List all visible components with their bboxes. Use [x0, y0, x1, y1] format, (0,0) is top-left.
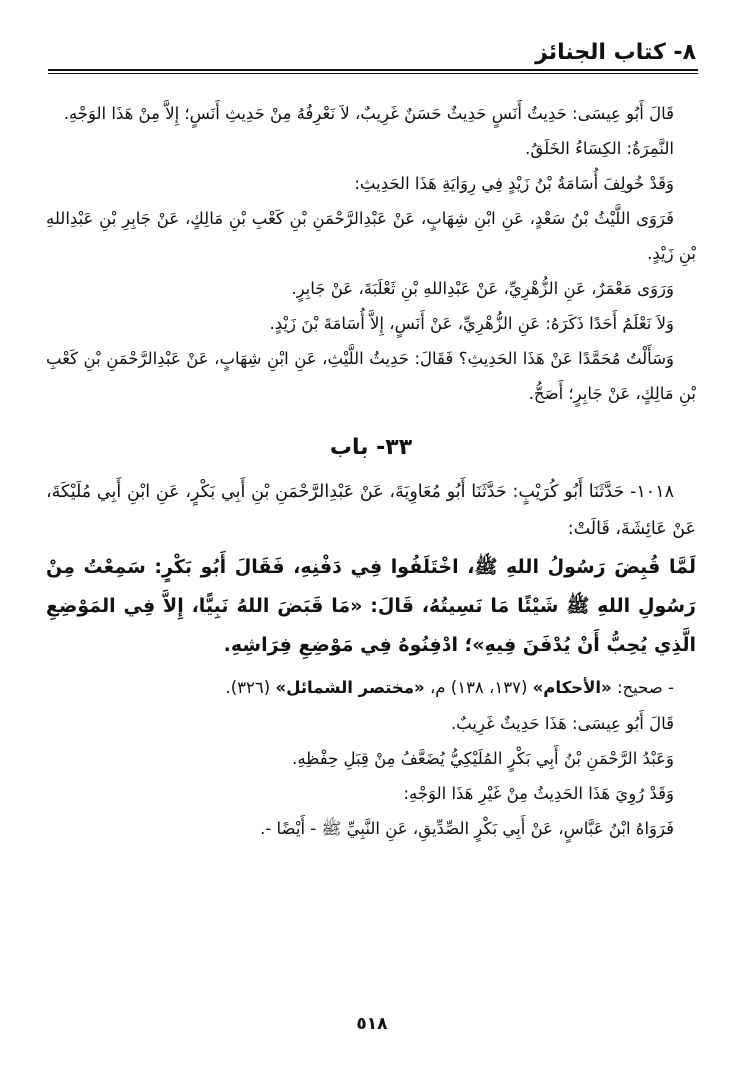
hadith-grading [46, 669, 696, 706]
grading-numbers: (١٣٧، ١٣٨) م، [429, 678, 528, 697]
commentary-paragraph: وَقَدْ رُوِيَ هَذَا الحَدِيثُ مِنْ غَيْرِ هَذَا الوَجْهِ: [403, 784, 674, 803]
commentary-paragraph: وَقَدْ خُولِفَ أُسَامَةُ بْنُ زَيْدٍ فِي رِوَايَةِ هَذَا الحَدِيثِ: [354, 174, 674, 193]
commentary-paragraph: وَلاَ نَعْلَمُ أَحَدًا ذَكَرَهُ: عَنِ الزُّهْرِيِّ، عَنْ أَنَسٍ، إِلاَّ أُسَامَةَ بْنَ زَيْدٍ. [269, 314, 674, 333]
chapter-heading: ٣٣- باب [329, 435, 413, 460]
header-rule-thin [48, 73, 698, 74]
grading-source-1: «الأحكام» [532, 678, 612, 697]
grading-source-2: «مختصر الشمائل» [275, 678, 425, 697]
commentary-paragraph: فَرَوَى اللَّيْثُ بْنُ سَعْدٍ، عَنِ ابْنِ شِهَابٍ، عَنْ عَبْدِالرَّحْمَنِ بْنِ كَعْبِ بْنِ مَالِكٍ، عَنْ جَابِرِ بْنِ عَبْدِاللهِ بْنِ زَيْدٍ. [46, 209, 696, 263]
commentary-paragraph: قَالَ أَبُو عِيسَى: هَذَا حَدِيثٌ غَرِيبٌ. [450, 714, 674, 733]
commentary-paragraph: النَّمِرَةُ: الكِسَاءُ الخَلَقُ. [525, 139, 674, 158]
grading-label: - صحيح: [616, 678, 674, 697]
commentary-paragraph: وَعَبْدُ الرَّحْمَنِ بْنُ أَبِي بَكْرٍ المُلَيْكِيُّ يُضَعَّفُ مِنْ قِبَلِ حِفْظِهِ. [292, 749, 674, 768]
commentary-paragraph: وَرَوَى مَعْمَرٌ، عَنِ الزُّهْرِيِّ، عَنْ عَبْدِاللهِ بْنِ ثَعْلَبَةَ، عَنْ جَابِرٍ. [291, 279, 674, 298]
page-body [46, 96, 696, 846]
commentary-paragraph: وَسَأَلْتُ مُحَمَّدًا عَنْ هَذَا الحَدِيثِ؟ فَقَالَ: حَدِيثُ اللَّيْثِ، عَنِ ابْنِ شِهَابٍ، عَنْ عَبْدِالرَّحْمَنِ بْنِ كَعْبِ بْنِ مَالِكٍ، عَنْ جَابِرٍ؛ أَصَحُّ. [46, 349, 696, 403]
running-header: ٨- كتاب الجنائز [535, 40, 696, 65]
hadith-chain: ١٠١٨- حَدَّثَنَا أَبُو كُرَيْبٍ: حَدَّثَنَا أَبُو مُعَاوِيَةَ، عَنْ عَبْدِالرَّحْمَنِ بْنِ أَبِي بَكْرٍ، عَنِ ابْنِ أَبِي مُلَيْكَةَ، عَنْ عَائِشَةَ، قَالَتْ: [46, 482, 696, 539]
page-number: ٥١٨ [356, 1014, 388, 1034]
grading-number-2: (٣٢٦). [225, 678, 271, 697]
commentary-paragraph: فَرَوَاهُ ابْنُ عَبَّاسٍ، عَنْ أَبِي بَكْرٍ الصِّدِّيقِ، عَنِ النَّبِيِّ ﷺ - أَيْضًا -. [260, 819, 674, 838]
header-rule-thick [48, 69, 698, 71]
hadith-text: لَمَّا قُبِضَ رَسُولُ اللهِ ﷺ، اخْتَلَفُوا فِي دَفْنِهِ، فَقَالَ أَبُو بَكْرٍ: سَمِعْتُ مِنْ رَسُولِ اللهِ ﷺ شَيْئًا مَا نَسِيتُهُ، قَالَ: «مَا قَبَضَ اللهُ نَبِيًّا، إِلاَّ فِي المَوْضِعِ الَّذِي يُحِبُّ أَنْ يُدْفَنَ فِيهِ»؛ ادْفِنُوهُ فِي مَوْضِعِ فِرَاشِهِ. [46, 556, 696, 656]
commentary-paragraph: قَالَ أَبُو عِيسَى: حَدِيثُ أَنَسٍ حَدِيثٌ حَسَنٌ غَرِيبٌ، لاَ نَعْرِفُهُ مِنْ حَدِيثِ أَنَسٍ؛ إِلاَّ مِنْ هَذَا الوَجْهِ. [63, 104, 674, 123]
